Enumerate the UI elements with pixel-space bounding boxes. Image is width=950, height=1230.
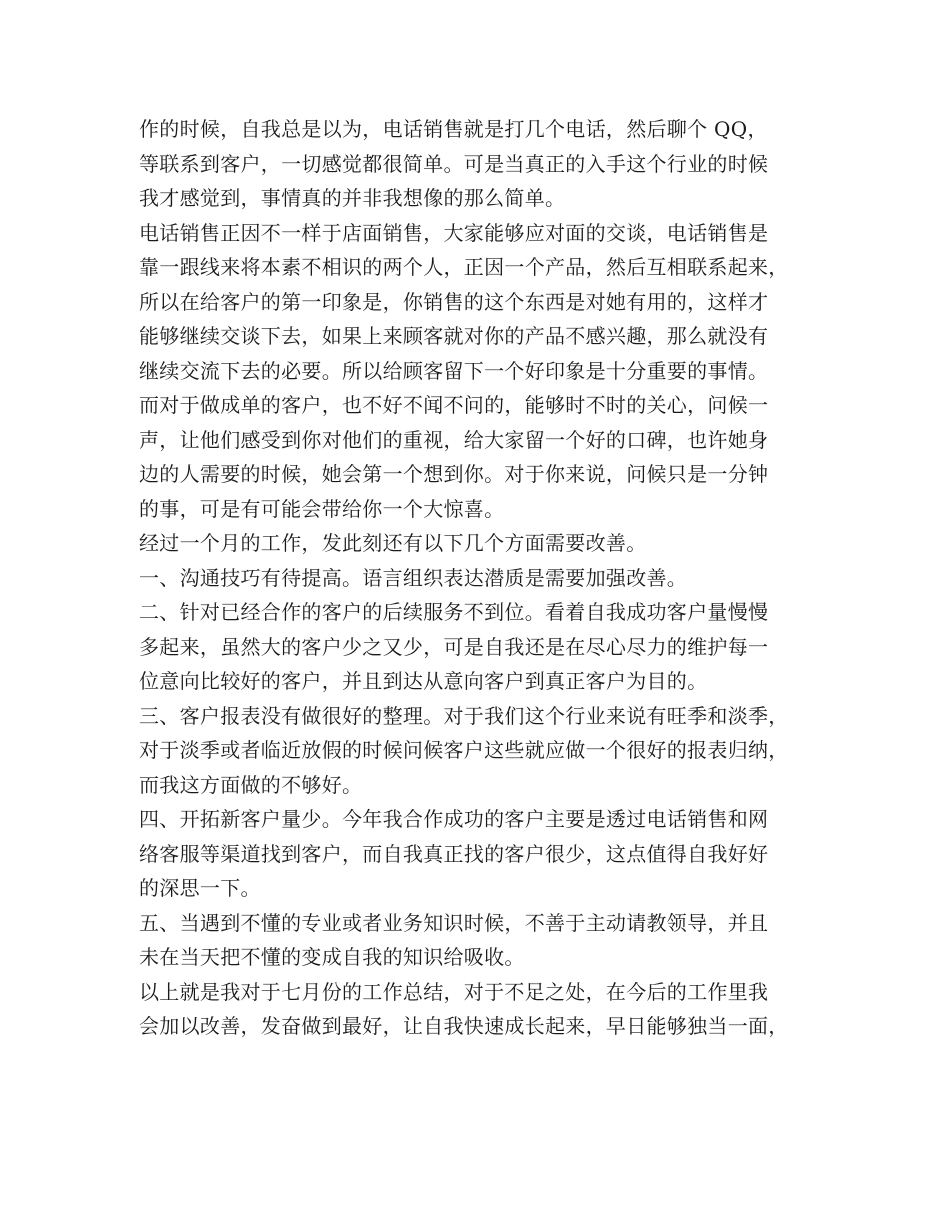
text-line: 电话销售正因不一样于店面销售，大家能够应对面的交谈，电话销售是 <box>139 220 769 245</box>
text-line: 而对于做成单的客户，也不好不闻不问的，能够时不时的关心，问候一 <box>139 393 769 417</box>
text-line: 而我这方面做的不够好。 <box>139 772 363 797</box>
text-line: 未在当天把不懂的变成自我的知识给吸收。 <box>139 945 525 969</box>
text-line: 对于淡季或者临近放假的时候问候客户这些就应做一个很好的报表归纳， <box>139 738 789 762</box>
text-line: 四、开拓新客户量少。今年我合作成功的客户主要是透过电话销售和网 <box>139 807 769 831</box>
text-line: 经过一个月的工作，发此刻还有以下几个方面需要改善。 <box>139 531 647 555</box>
text-line: 五、当遇到不懂的专业或者业务知识时候，不善于主动请教领导，并且 <box>139 910 769 935</box>
text-line: 等联系到客户，一切感觉都很简单。可是当真正的入手这个行业的时候 <box>139 151 769 176</box>
text-line: 以上就是我对于七月份的工作总结，对于不足之处，在今后的工作里我 <box>139 979 769 1004</box>
text-line: 作的时候，自我总是以为，电话销售就是打几个电话，然后聊个 QQ， <box>139 117 768 141</box>
text-line: 会加以改善，发奋做到最好，让自我快速成长起来，早日能够独当一面， <box>139 1014 789 1038</box>
text-line: 多起来，虽然大的客户少之又少，可是自我还是在尽心尽力的维护每一 <box>139 634 769 659</box>
text-line: 靠一跟线来将本素不相识的两个人，正因一个产品，然后互相联系起来， <box>139 255 789 279</box>
text-line: 能够继续交谈下去，如果上来顾客就对你的产品不感兴趣，那么就没有 <box>139 324 769 348</box>
text-line: 位意向比较好的客户，并且到达从意向客户到真正客户为目的。 <box>139 669 708 693</box>
text-line: 二、针对已经合作的客户的后续服务不到位。看着自我成功客户量慢慢 <box>139 600 769 624</box>
text-line: 声，让他们感受到你对他们的重视，给大家留一个好的口碑，也许她身 <box>139 427 769 452</box>
text-line: 一、沟通技巧有待提高。语言组织表达潜质是需要加强改善。 <box>139 565 688 590</box>
text-line: 继续交流下去的必要。所以给顾客留下一个好印象是十分重要的事情。 <box>139 358 769 383</box>
text-line: 络客服等渠道找到客户，而自我真正找的客户很少，这点值得自我好好 <box>139 841 769 866</box>
text-line: 所以在给客户的第一印象是，你销售的这个东西是对她有用的，这样才 <box>139 289 769 314</box>
text-line: 三、客户报表没有做很好的整理。对于我们这个行业来说有旺季和淡季， <box>139 703 789 728</box>
text-line: 我才感觉到，事情真的并非我想像的那么简单。 <box>139 186 566 210</box>
text-line: 的事，可是有可能会带给你一个大惊喜。 <box>139 496 505 521</box>
text-line: 边的人需要的时候，她会第一个想到你。对于你来说，问候只是一分钟 <box>139 462 769 486</box>
document-body <box>139 112 829 1044</box>
text-line: 的深思一下。 <box>139 876 261 900</box>
